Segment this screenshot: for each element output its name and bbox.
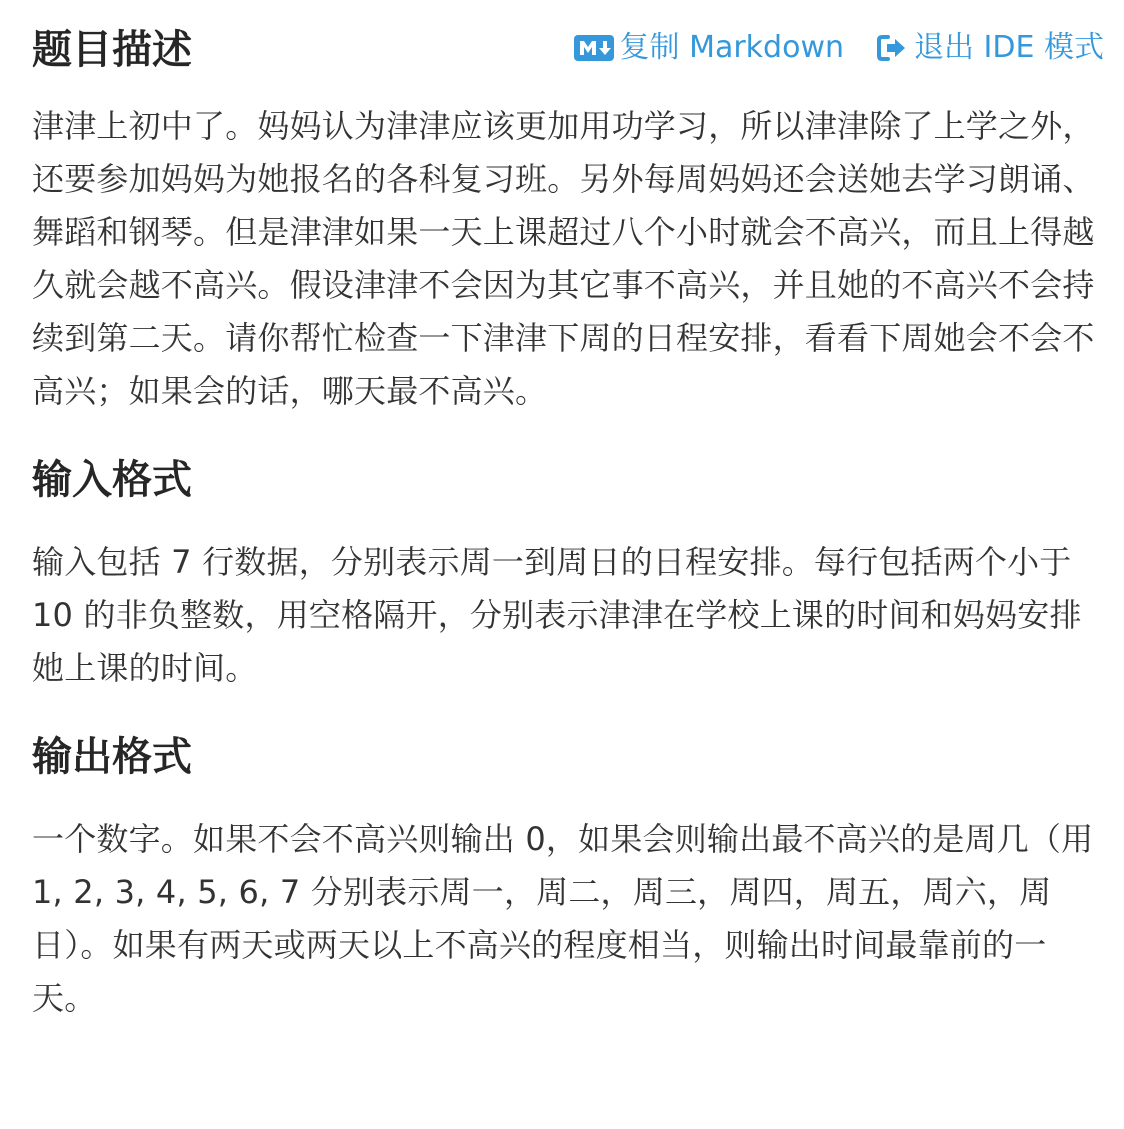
- output-format-body: 一个数字。如果不会不高兴则输出 0，如果会则输出最不高兴的是周几（用 1, 2, 3, 4, 5, 6, 7 分别表示周一，周二，周三，周四，周五，周六，周日）。如果有两天或两天以上不高兴的程度相当，则输出时间最靠前的一天。: [32, 820, 1094, 1017]
- copy-markdown-label: 复制 Markdown: [619, 30, 845, 65]
- markdown-icon: [574, 35, 614, 61]
- exit-ide-button[interactable]: [876, 30, 1104, 66]
- header-actions: [574, 30, 1104, 66]
- input-format-title: 输入格式: [32, 457, 192, 503]
- input-format-body: 输入包括 7 行数据，分别表示周一到周日的日程安排。每行包括两个小于 10 的非负整数，用空格隔开，分别表示津津在学校上课的时间和妈妈安排她上课的时间。: [32, 543, 1082, 687]
- description-header: [32, 0, 1104, 100]
- description-body: 津津上初中了。妈妈认为津津应该更加用功学习，所以津津除了上学之外，还要参加妈妈为她报名的各科复习班。另外每周妈妈还会送她去学习朗诵、舞蹈和钢琴。但是津津如果一天上课超过八个小时就会不高兴，而且上得越久就会越不高兴。假设津津不会因为其它事不高兴，并且她的不高兴不会持续到第二天。请你帮忙检查一下津津下周的日程安排，看看下周她会不会不高兴；如果会的话，哪天最不高兴。: [32, 107, 1095, 410]
- output-format-title: 输出格式: [32, 734, 192, 780]
- problem-statement: [32, 0, 1104, 1025]
- sign-out-icon: [876, 33, 908, 63]
- exit-ide-label: 退出 IDE 模式: [914, 30, 1104, 65]
- description-title: 题目描述: [32, 27, 192, 73]
- copy-markdown-button[interactable]: [574, 30, 844, 66]
